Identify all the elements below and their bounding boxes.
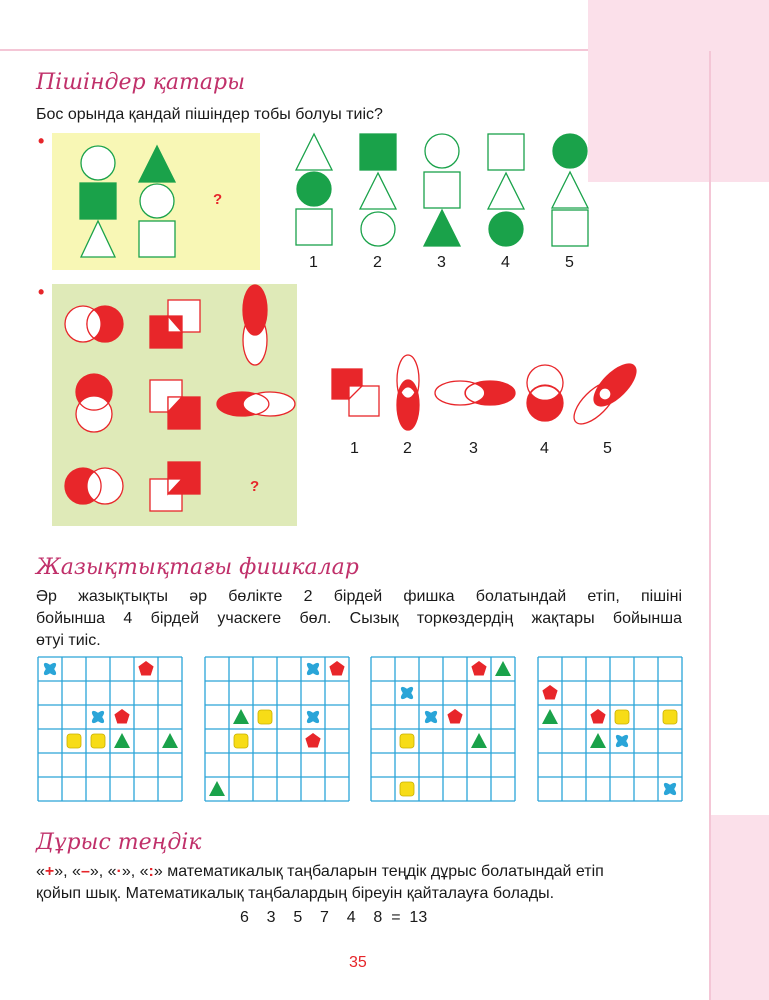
- section2-text-line2: бойынша 4 бірдей учаскеге бөл. Сызық торкөздердің жақтары бойынша: [36, 610, 682, 627]
- section3-text-line2: қойып шық. Математикалық таңбалардың біреуін қайталауға болады.: [36, 885, 555, 902]
- minus-sign: –: [80, 863, 90, 880]
- top-divider-line: [0, 49, 588, 51]
- red-pentagon-chip: [471, 661, 486, 676]
- yellow-square-chip: [400, 734, 414, 748]
- section3-text: математикалық таңбаларын теңдік дұрыс болатындай етіп: [162, 863, 604, 880]
- quote: »: [153, 863, 163, 880]
- circle-outline: [361, 212, 395, 246]
- option-number: 4: [540, 440, 549, 457]
- red-pentagon-chip: [138, 661, 153, 676]
- triangle-outline: [488, 173, 524, 209]
- chip-grid: [370, 656, 516, 807]
- triangle-filled: [424, 210, 460, 246]
- red-pentagon-chip: [114, 709, 129, 724]
- green-triangle-chip: [114, 733, 130, 748]
- chip-grid: [204, 656, 350, 807]
- pink-corner-tab-top: [588, 0, 769, 182]
- blue-cross-chip: [305, 709, 321, 725]
- blue-cross-chip: [662, 781, 678, 797]
- square-filled: [80, 183, 116, 219]
- bullet: •: [38, 131, 45, 151]
- chip-grid-svg: [537, 656, 683, 802]
- square-outline: [139, 221, 175, 257]
- overlap-lens: [599, 388, 611, 400]
- plus-sign: +: [44, 863, 55, 880]
- shape-options: [290, 130, 600, 250]
- green-triangle-chip: [162, 733, 178, 748]
- green-triangle-chip: [471, 733, 487, 748]
- section2-text-line3: өтуі тиіс.: [36, 632, 101, 649]
- ellipse-filled: [587, 357, 642, 412]
- yellow-square-chip: [91, 734, 105, 748]
- divide-sign: :: [148, 863, 154, 880]
- section-title-correct-equation: Дұрыс теңдік: [36, 830, 202, 855]
- chip-grid-svg: [37, 656, 183, 802]
- overlap-options: [330, 355, 640, 435]
- shape-puzzle-figure: [52, 133, 260, 270]
- blue-cross-chip: [42, 661, 58, 677]
- square-outline: [296, 209, 332, 245]
- triangle-outline: [81, 221, 115, 257]
- circle-filled: [297, 172, 331, 206]
- overlap-lens: [401, 387, 415, 398]
- option-number: 5: [603, 440, 612, 457]
- option-number: 4: [501, 254, 510, 271]
- yellow-square-chip: [400, 782, 414, 796]
- option-number: 3: [469, 440, 478, 457]
- circle-outline: [140, 184, 174, 218]
- option-number: 2: [373, 254, 382, 271]
- triangle-outline: [360, 173, 396, 209]
- green-triangle-chip: [590, 733, 606, 748]
- missing-mark: ?: [250, 478, 260, 495]
- option-number: 2: [403, 440, 412, 457]
- red-pentagon-chip: [305, 733, 320, 748]
- section3-text-line1: [36, 861, 604, 883]
- red-pentagon-chip: [447, 709, 462, 724]
- red-pentagon-chip: [329, 661, 344, 676]
- overlap-puzzle-figure: [52, 284, 297, 526]
- circle-outline: [81, 146, 115, 180]
- triangle-outline: [552, 172, 588, 208]
- chip-grid: [37, 656, 183, 807]
- option-number: 1: [350, 440, 359, 457]
- yellow-square-chip: [615, 710, 629, 724]
- blue-cross-chip: [305, 661, 321, 677]
- section1-question: Бос орында қандай пішіндер тобы болуы тиіс?: [36, 106, 383, 123]
- quote: », «: [54, 863, 81, 880]
- quote: », «: [121, 863, 149, 880]
- quote: », «: [89, 863, 117, 880]
- red-pentagon-chip: [542, 685, 557, 700]
- square-filled: [360, 134, 396, 170]
- option-number: 3: [437, 254, 446, 271]
- green-triangle-chip: [495, 661, 511, 676]
- ellipse-filled: [243, 285, 267, 335]
- square-outline: [552, 210, 588, 246]
- shape-puzzle-box: [52, 133, 260, 270]
- page-number: 35: [349, 954, 367, 971]
- yellow-square-chip: [67, 734, 81, 748]
- bullet: •: [38, 282, 45, 302]
- option-number: 5: [565, 254, 574, 271]
- blue-cross-chip: [614, 733, 630, 749]
- yellow-square-chip: [663, 710, 677, 724]
- circle-outline: [425, 134, 459, 168]
- green-triangle-chip: [542, 709, 558, 724]
- blue-cross-chip: [90, 709, 106, 725]
- quote: «: [36, 863, 45, 880]
- overlap-puzzle-box: [52, 284, 297, 526]
- green-triangle-chip: [209, 781, 225, 796]
- right-divider-line: [709, 51, 711, 1000]
- circle-filled: [489, 212, 523, 246]
- red-pentagon-chip: [590, 709, 605, 724]
- square-outline: [424, 172, 460, 208]
- section2-text-line1: Әр жазықтықты әр бөлікте 2 бірдей фишка болатындай етіп, пішіні: [36, 588, 682, 605]
- blue-cross-chip: [399, 685, 415, 701]
- circle-filled: [553, 134, 587, 168]
- option-number: 1: [309, 254, 318, 271]
- chip-grid: [537, 656, 683, 807]
- equation: 6 3 5 7 4 8 = 13: [240, 909, 428, 926]
- green-triangle-chip: [233, 709, 249, 724]
- triangle-outline: [296, 134, 332, 170]
- triangle-filled: [139, 146, 175, 182]
- multiply-sign: ·: [116, 863, 122, 880]
- blue-cross-chip: [423, 709, 439, 725]
- missing-mark: ?: [213, 191, 223, 208]
- overlap-lens: [243, 394, 269, 415]
- section-title-chips: Жазықтықтағы фишкалар: [36, 555, 359, 580]
- yellow-square-chip: [258, 710, 272, 724]
- square-outline: [488, 134, 524, 170]
- chip-grid-svg: [204, 656, 350, 802]
- yellow-square-chip: [234, 734, 248, 748]
- chip-grid-svg: [370, 656, 516, 802]
- section-title-shape-series: Пішіндер қатары: [36, 70, 246, 95]
- pink-corner-tab-bottom: [711, 815, 769, 1000]
